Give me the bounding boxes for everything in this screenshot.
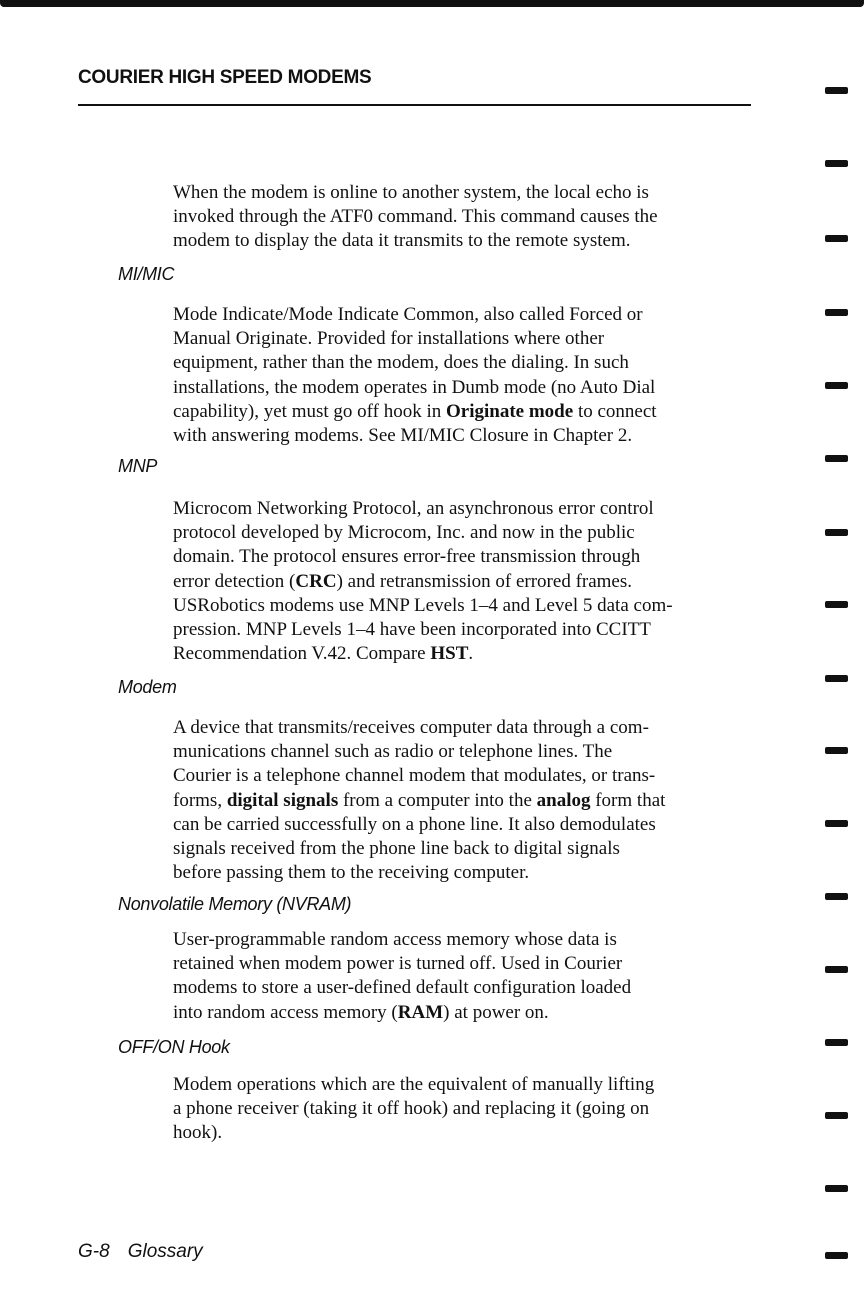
text-run: can be carried successfully on a phone line. It also demodulates bbox=[173, 813, 656, 835]
text-line bbox=[173, 1073, 654, 1097]
text-line bbox=[173, 1097, 654, 1121]
text-run: User-programmable random access memory whose data is bbox=[173, 929, 617, 950]
text-line bbox=[173, 400, 657, 424]
text-run: Mode Indicate/Mode Indicate Common, also called Forced or bbox=[173, 304, 643, 325]
edge-mark bbox=[825, 675, 848, 682]
text-line bbox=[173, 789, 665, 813]
header-rule bbox=[78, 104, 751, 106]
text-run: forms, bbox=[173, 789, 227, 811]
glossary-term: OFF/ON Hook bbox=[118, 1037, 230, 1057]
text-line bbox=[173, 861, 665, 885]
entry-paragraph bbox=[173, 1073, 654, 1146]
text-run: error detection ( bbox=[173, 570, 296, 592]
text-line bbox=[173, 618, 673, 642]
text-run: form that bbox=[590, 789, 666, 811]
text-run: protocol developed by Microcom, Inc. and now in the public bbox=[173, 522, 635, 544]
edge-mark bbox=[825, 529, 848, 536]
text-line bbox=[173, 976, 631, 1000]
text-line bbox=[173, 497, 673, 521]
edge-mark bbox=[825, 966, 848, 973]
text-run: to connect bbox=[573, 400, 657, 422]
glossary-term: MNP bbox=[118, 456, 158, 476]
text-run: signals received from the phone line back to digital signals bbox=[173, 838, 620, 860]
text-line bbox=[173, 1121, 654, 1145]
section-name: Glossary bbox=[127, 1241, 203, 1262]
text-run: invoked through the ATF0 command. This command causes the bbox=[173, 206, 658, 228]
bold-term: CRC bbox=[295, 570, 337, 592]
entry-paragraph bbox=[173, 303, 657, 448]
edge-mark bbox=[825, 1252, 848, 1259]
text-line bbox=[173, 642, 673, 666]
text-run: munications channel such as radio or telephone lines. The bbox=[173, 741, 613, 763]
text-line bbox=[173, 205, 658, 229]
text-line bbox=[173, 1001, 631, 1025]
text-run: equipment, rather than the modem, does the dialing. In such bbox=[173, 352, 629, 374]
entry-paragraph bbox=[173, 716, 665, 885]
edge-mark bbox=[825, 1185, 848, 1192]
text-run: retained when modem power is turned off. Used in Courier bbox=[173, 953, 623, 975]
text-line bbox=[173, 351, 657, 375]
text-line bbox=[173, 229, 658, 253]
edge-mark bbox=[825, 820, 848, 827]
text-line bbox=[173, 376, 657, 400]
edge-mark bbox=[825, 747, 848, 754]
bold-term: RAM bbox=[397, 1001, 444, 1023]
text-run: Recommendation V.42. Compare bbox=[173, 643, 431, 665]
entry-paragraph bbox=[173, 928, 631, 1025]
text-line bbox=[173, 594, 673, 618]
text-run: Modem operations which are the equivalent of manually lifting bbox=[173, 1074, 655, 1095]
text-line bbox=[173, 570, 673, 594]
text-line bbox=[173, 303, 657, 327]
text-line bbox=[173, 327, 657, 351]
text-run: with answering modems. See MI/MIC Closure in Chapter 2. bbox=[173, 425, 633, 447]
text-run: domain. The protocol ensures error-free transmission through bbox=[173, 546, 641, 568]
text-run: . bbox=[468, 643, 474, 665]
text-line bbox=[173, 716, 665, 740]
text-line bbox=[173, 521, 673, 545]
text-line bbox=[173, 837, 665, 861]
text-line bbox=[173, 928, 631, 952]
page-footer bbox=[78, 1241, 203, 1263]
edge-mark bbox=[825, 235, 848, 242]
bold-term: HST bbox=[430, 643, 469, 665]
text-run: Manual Originate. Provided for installations where other bbox=[173, 328, 605, 350]
text-run: Microcom Networking Protocol, an asynchronous error control bbox=[173, 498, 654, 519]
text-run: ) at power on. bbox=[443, 1001, 549, 1023]
running-header: COURIER HIGH SPEED MODEMS bbox=[78, 67, 372, 88]
bold-term: digital signals bbox=[226, 789, 339, 811]
entry-paragraph bbox=[173, 181, 658, 254]
bold-term: Originate mode bbox=[446, 400, 574, 422]
edge-mark bbox=[825, 893, 848, 900]
text-run: Courier is a telephone channel modem that modulates, or trans- bbox=[173, 765, 656, 787]
text-run: installations, the modem operates in Dumb mode (no Auto Dial bbox=[173, 376, 656, 398]
text-line bbox=[173, 952, 631, 976]
glossary-term: MI/MIC bbox=[118, 264, 175, 284]
text-run: modem to display the data it transmits to the remote system. bbox=[173, 230, 631, 252]
page-number: G-8 bbox=[78, 1241, 110, 1262]
text-run: a phone receiver (taking it off hook) and replacing it (going on bbox=[173, 1098, 650, 1120]
entry-paragraph bbox=[173, 497, 673, 666]
text-run: before passing them to the receiving computer. bbox=[173, 862, 530, 884]
glossary-term: Nonvolatile Memory (NVRAM) bbox=[118, 894, 352, 914]
text-run: into random access memory ( bbox=[173, 1001, 398, 1023]
text-run: A device that transmits/receives computer data through a com- bbox=[173, 717, 649, 738]
edge-mark bbox=[825, 87, 848, 94]
edge-mark bbox=[825, 455, 848, 462]
text-line bbox=[173, 813, 665, 837]
text-run: pression. MNP Levels 1–4 have been incorporated into CCITT bbox=[173, 619, 651, 641]
text-line bbox=[173, 545, 673, 569]
edge-mark bbox=[825, 382, 848, 389]
bold-term: analog bbox=[536, 789, 591, 811]
edge-mark bbox=[825, 601, 848, 608]
text-run: ) and retransmission of errored frames. bbox=[336, 570, 633, 592]
glossary-term: Modem bbox=[118, 677, 177, 697]
edge-mark bbox=[825, 309, 848, 316]
text-run: USRobotics modems use MNP Levels 1–4 and Level 5 data com- bbox=[173, 594, 673, 616]
text-run: capability), yet must go off hook in bbox=[173, 400, 446, 422]
edge-mark bbox=[825, 1112, 848, 1119]
text-run: modems to store a user-defined default configuration loaded bbox=[173, 977, 632, 999]
text-line bbox=[173, 181, 658, 205]
page-top-border bbox=[0, 0, 864, 7]
edge-mark bbox=[825, 1039, 848, 1046]
text-run: from a computer into the bbox=[338, 789, 537, 811]
text-run: When the modem is online to another system, the local echo is bbox=[173, 182, 649, 203]
text-line bbox=[173, 764, 665, 788]
text-line bbox=[173, 740, 665, 764]
text-run: hook). bbox=[173, 1122, 223, 1144]
edge-mark bbox=[825, 160, 848, 167]
text-line bbox=[173, 424, 657, 448]
